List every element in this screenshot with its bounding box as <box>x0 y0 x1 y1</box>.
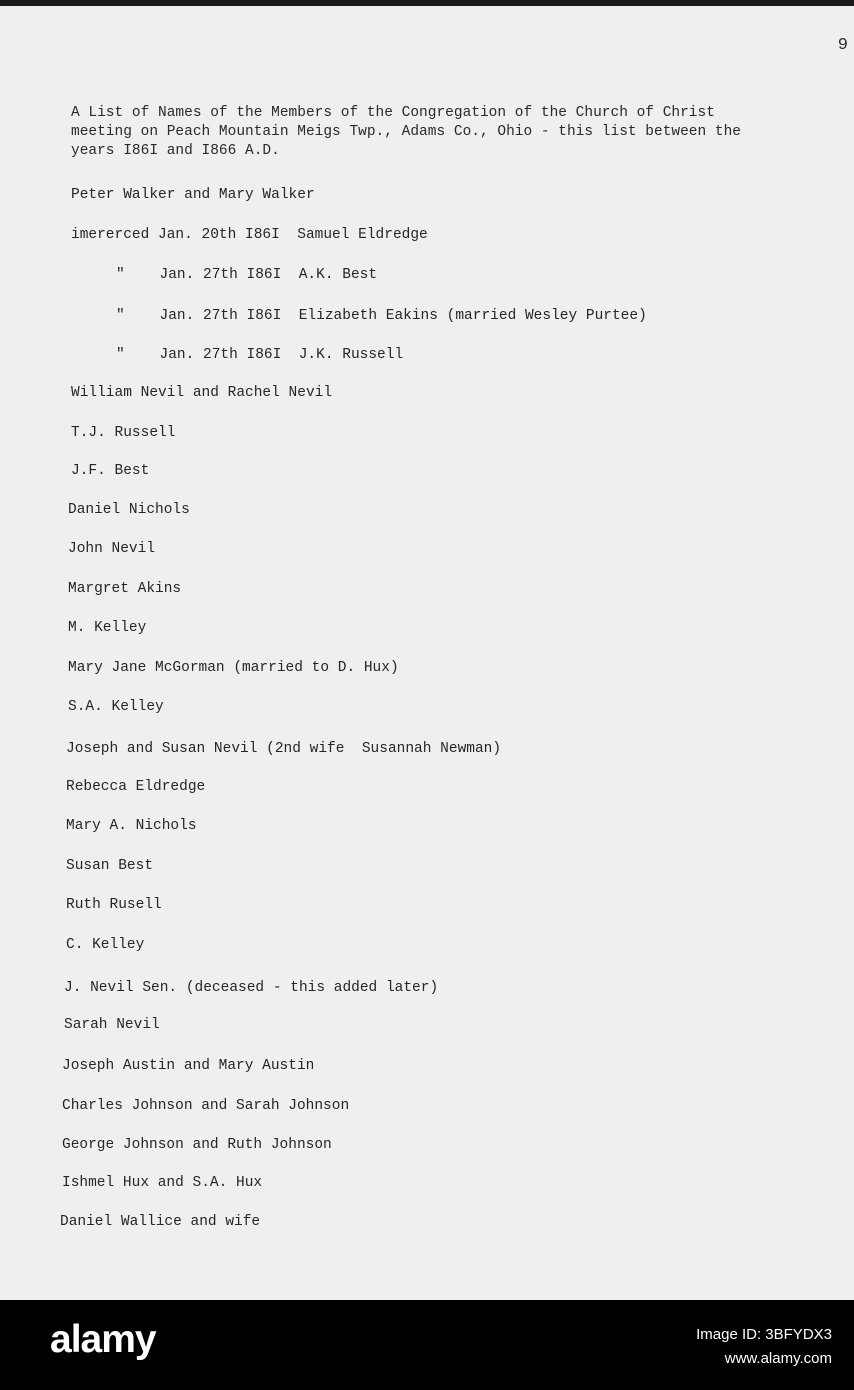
list-item: imererced Jan. 20th I86I Samuel Eldredge <box>71 227 428 243</box>
list-item: M. Kelley <box>68 620 147 636</box>
list-item: Peter Walker and Mary Walker <box>71 187 315 203</box>
list-item: " Jan. 27th I86I A.K. Best <box>116 267 378 283</box>
list-item: Ishmel Hux and S.A. Hux <box>62 1175 263 1191</box>
list-item: George Johnson and Ruth Johnson <box>62 1137 332 1153</box>
list-item: Sarah Nevil <box>64 1017 160 1033</box>
list-item: Ruth Rusell <box>66 897 162 913</box>
list-item: " Jan. 27th I86I J.K. Russell <box>116 347 404 363</box>
list-item: S.A. Kelley <box>68 699 164 715</box>
list-item: J.F. Best <box>71 463 150 479</box>
list-item: Joseph and Susan Nevil (2nd wife Susannah Newman) <box>66 741 502 757</box>
document-heading: A List of Names of the Members of the Congregation of the Church of Christ meeting on Peach Mountain Meigs Twp., Adams Co., Ohio - this list between the years I86I and I866 A.D. <box>71 105 750 159</box>
list-item: John Nevil <box>68 541 156 557</box>
list-item: Rebecca Eldredge <box>66 779 206 795</box>
list-item: Daniel Wallice and wife <box>60 1214 261 1230</box>
image-id-label: Image ID: 3BFYDX3 <box>696 1326 832 1343</box>
list-item: William Nevil and Rachel Nevil <box>71 385 333 401</box>
site-url-label: www.alamy.com <box>724 1350 832 1367</box>
list-item: Daniel Nichols <box>68 502 190 518</box>
alamy-logo: alamy <box>50 1318 156 1361</box>
list-item: Mary A. Nichols <box>66 818 197 834</box>
list-item: Charles Johnson and Sarah Johnson <box>62 1098 350 1114</box>
list-item: Joseph Austin and Mary Austin <box>62 1058 315 1074</box>
list-item: Margret Akins <box>68 581 182 597</box>
list-item: Susan Best <box>66 858 154 874</box>
list-item: J. Nevil Sen. (deceased - this added later) <box>64 980 439 996</box>
list-item: Mary Jane McGorman (married to D. Hux) <box>68 660 399 676</box>
page-number: 9 <box>837 36 848 55</box>
list-item: " Jan. 27th I86I Elizabeth Eakins (married Wesley Purtee) <box>116 308 647 324</box>
list-item: C. Kelley <box>66 937 145 953</box>
list-item: T.J. Russell <box>71 425 176 441</box>
